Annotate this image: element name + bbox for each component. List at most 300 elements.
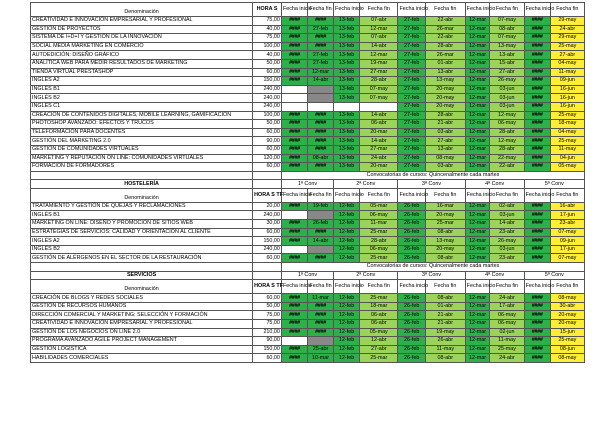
end-date-cell[interactable]: 04-jun [550, 154, 584, 163]
end-date-cell[interactable]: 08-abr [425, 254, 465, 263]
start-date-cell[interactable]: 12-mar [465, 220, 490, 229]
end-date-cell[interactable]: 06-may [490, 320, 524, 329]
start-date-cell[interactable]: 12-mar [465, 354, 490, 363]
course-hours[interactable]: 50,00 [253, 120, 282, 129]
end-date-cell[interactable] [307, 94, 333, 103]
start-date-cell[interactable]: 27-feb [398, 94, 425, 103]
course-name[interactable]: INGLÉS A2 [31, 237, 253, 246]
start-date-cell[interactable]: #### [524, 345, 550, 354]
course-name[interactable]: GESTIÓN DEL MARKETING 2.0 [31, 137, 253, 146]
course-hours[interactable]: 60,00 [253, 68, 282, 77]
start-date-cell[interactable]: #### [281, 294, 307, 303]
end-date-cell[interactable] [307, 245, 333, 254]
course-name[interactable]: HABILIDADES COMERCIALES [31, 354, 253, 363]
start-date-cell[interactable]: #### [281, 154, 307, 163]
course-hours[interactable]: 210,00 [253, 328, 282, 337]
course-name[interactable]: INGLÉS B1 [31, 211, 253, 220]
end-date-cell[interactable]: #### [307, 34, 333, 43]
start-date-cell[interactable] [281, 337, 307, 346]
start-date-cell[interactable]: 12-mar [465, 237, 490, 246]
end-date-cell[interactable]: 08-may [550, 354, 584, 363]
start-date-cell[interactable]: 13-feb [334, 77, 360, 86]
start-date-cell[interactable]: #### [281, 302, 307, 311]
start-date-cell[interactable]: 26-feb [398, 220, 425, 229]
start-date-cell[interactable]: #### [524, 302, 550, 311]
start-date-cell[interactable]: 12-feb [334, 245, 360, 254]
end-date-cell[interactable]: 19-feb [307, 202, 333, 211]
end-date-cell[interactable]: 03-abr [425, 163, 465, 172]
end-date-cell[interactable]: 07-abr [360, 17, 398, 26]
start-date-cell[interactable]: #### [281, 145, 307, 154]
end-date-cell[interactable]: 06-may [490, 311, 524, 320]
start-date-cell[interactable]: #### [281, 254, 307, 263]
end-date-cell[interactable]: #### [307, 163, 333, 172]
course-hours[interactable]: 240,00 [253, 245, 282, 254]
start-date-cell[interactable]: #### [524, 154, 550, 163]
end-date-cell[interactable]: 28-abr [360, 77, 398, 86]
start-date-cell[interactable]: #### [524, 120, 550, 129]
course-name[interactable]: DIRECCIÓN COMERCIAL Y MARKETING: SELECCIÓN Y FORMACIÓN [31, 311, 253, 320]
course-hours[interactable]: 40,00 [253, 51, 282, 60]
end-date-cell[interactable] [307, 102, 333, 111]
start-date-cell[interactable]: #### [524, 337, 550, 346]
start-date-cell[interactable]: 12-mar [465, 254, 490, 263]
start-date-cell[interactable]: #### [524, 311, 550, 320]
end-date-cell[interactable]: 25-may [550, 137, 584, 146]
start-date-cell[interactable]: 12-feb [334, 211, 360, 220]
end-date-cell[interactable]: #### [307, 320, 333, 329]
start-date-cell[interactable]: 26-feb [398, 328, 425, 337]
end-date-cell[interactable]: 28-abr [490, 145, 524, 154]
end-date-cell[interactable]: 19-may [425, 328, 465, 337]
start-date-cell[interactable]: #### [524, 228, 550, 237]
start-date-cell[interactable]: #### [524, 128, 550, 137]
end-date-cell[interactable]: 20-may [425, 245, 465, 254]
start-date-cell[interactable]: #### [281, 237, 307, 246]
start-date-cell[interactable]: 13-feb [334, 68, 360, 77]
start-date-cell[interactable]: 12-mar [465, 68, 490, 77]
course-hours[interactable]: 40,00 [253, 25, 282, 34]
start-date-cell[interactable] [281, 85, 307, 94]
start-date-cell[interactable]: 13-feb [334, 145, 360, 154]
end-date-cell[interactable]: 28-abr [490, 128, 524, 137]
start-date-cell[interactable]: 12-feb [334, 320, 360, 329]
end-date-cell[interactable]: 24-abr [360, 154, 398, 163]
start-date-cell[interactable]: 27-feb [398, 68, 425, 77]
end-date-cell[interactable]: 24-abr [490, 294, 524, 303]
course-name[interactable]: GESTIÓN DE PROYECTOS [31, 25, 253, 34]
end-date-cell[interactable]: 13-abr [425, 68, 465, 77]
start-date-cell[interactable]: 12-feb [334, 220, 360, 229]
course-name[interactable]: GESTIÓN DE LOS NEGOCIOS ON LINE 2.0 [31, 328, 253, 337]
end-date-cell[interactable] [307, 211, 333, 220]
start-date-cell[interactable]: #### [524, 163, 550, 172]
course-name[interactable]: GESTIÓN DE COMUNIDADES VIRTUALES [31, 145, 253, 154]
end-date-cell[interactable]: 08-jun [550, 345, 584, 354]
end-date-cell[interactable]: 27-abr [490, 68, 524, 77]
end-date-cell[interactable]: 27-mar [360, 68, 398, 77]
end-date-cell[interactable]: 20-may [425, 85, 465, 94]
end-date-cell[interactable]: 12-mar [307, 68, 333, 77]
course-hours[interactable]: 75,00 [253, 311, 282, 320]
start-date-cell[interactable]: #### [524, 68, 550, 77]
end-date-cell[interactable]: 12-may [490, 137, 524, 146]
end-date-cell[interactable]: 26-may [490, 237, 524, 246]
end-date-cell[interactable]: 20-mar [360, 128, 398, 137]
end-date-cell[interactable]: 04-may [550, 59, 584, 68]
start-date-cell[interactable]: 12-feb [334, 345, 360, 354]
end-date-cell[interactable]: 20-may [550, 320, 584, 329]
end-date-cell[interactable]: 07-may [550, 254, 584, 263]
start-date-cell[interactable]: 27-feb [398, 85, 425, 94]
end-date-cell[interactable]: #### [307, 228, 333, 237]
end-date-cell[interactable]: #### [307, 128, 333, 137]
end-date-cell[interactable]: 05-may [550, 163, 584, 172]
end-date-cell[interactable]: 16-jun [550, 85, 584, 94]
start-date-cell[interactable]: 13-feb [334, 59, 360, 68]
start-date-cell[interactable]: 12-mar [465, 111, 490, 120]
course-hours[interactable]: 60,00 [253, 128, 282, 137]
start-date-cell[interactable]: #### [281, 77, 307, 86]
end-date-cell[interactable]: 06-may [490, 120, 524, 129]
start-date-cell[interactable]: 13-feb [334, 120, 360, 129]
start-date-cell[interactable]: #### [524, 294, 550, 303]
end-date-cell[interactable]: 06-abr [360, 120, 398, 129]
start-date-cell[interactable] [281, 211, 307, 220]
course-hours[interactable]: 75,00 [253, 17, 282, 26]
start-date-cell[interactable]: 26-feb [398, 211, 425, 220]
end-date-cell[interactable]: 11-may [550, 145, 584, 154]
end-date-cell[interactable]: 27-feb [307, 51, 333, 60]
start-date-cell[interactable]: #### [281, 59, 307, 68]
end-date-cell[interactable]: 11-mar [307, 294, 333, 303]
start-date-cell[interactable]: #### [281, 111, 307, 120]
start-date-cell[interactable]: #### [524, 202, 550, 211]
end-date-cell[interactable] [360, 102, 398, 111]
end-date-cell[interactable]: 24-abr [490, 354, 524, 363]
end-date-cell[interactable]: #### [307, 17, 333, 26]
course-name[interactable]: INGLÉS B1 [31, 85, 253, 94]
course-hours[interactable]: 60,00 [253, 354, 282, 363]
start-date-cell[interactable]: 27-feb [398, 102, 425, 111]
end-date-cell[interactable]: 26-mar [425, 25, 465, 34]
end-date-cell[interactable]: 15-jun [550, 328, 584, 337]
start-date-cell[interactable]: #### [281, 51, 307, 60]
course-name[interactable]: FORMACIÓN DE FORMADORES [31, 163, 253, 172]
end-date-cell[interactable]: 17-abr [490, 302, 524, 311]
end-date-cell[interactable]: 20-mar [360, 163, 398, 172]
start-date-cell[interactable]: 13-feb [334, 163, 360, 172]
end-date-cell[interactable]: 23-abr [550, 220, 584, 229]
end-date-cell[interactable]: 12-may [490, 111, 524, 120]
end-date-cell[interactable]: 19-mar [360, 59, 398, 68]
start-date-cell[interactable]: #### [281, 120, 307, 129]
end-date-cell[interactable]: 15-abr [490, 59, 524, 68]
start-date-cell[interactable]: 12-mar [465, 302, 490, 311]
end-date-cell[interactable]: 05-may [360, 328, 398, 337]
end-date-cell[interactable]: 13-abr [490, 51, 524, 60]
end-date-cell[interactable]: 14-abr [307, 77, 333, 86]
start-date-cell[interactable]: 26-feb [398, 294, 425, 303]
end-date-cell[interactable]: 08-may [550, 294, 584, 303]
course-hours[interactable]: 100,00 [253, 42, 282, 51]
end-date-cell[interactable]: 04-may [550, 128, 584, 137]
course-hours[interactable]: 75,00 [253, 320, 282, 329]
start-date-cell[interactable]: 27-feb [398, 137, 425, 146]
end-date-cell[interactable]: 13-abr [425, 145, 465, 154]
end-date-cell[interactable]: 25-may [550, 42, 584, 51]
start-date-cell[interactable]: 12-feb [334, 294, 360, 303]
end-date-cell[interactable]: 21-abr [425, 120, 465, 129]
end-date-cell[interactable]: 03-jun [490, 94, 524, 103]
start-date-cell[interactable]: 12-mar [465, 154, 490, 163]
course-hours[interactable]: 150,00 [253, 77, 282, 86]
end-date-cell[interactable]: 07-may [360, 94, 398, 103]
start-date-cell[interactable]: 12-mar [465, 42, 490, 51]
start-date-cell[interactable]: 12-mar [465, 337, 490, 346]
course-name[interactable]: ANALÍTICA WEB PARA MEDIR RESULTADOS DE MARKETING [31, 59, 253, 68]
course-name[interactable]: CREACIÓN DE BLOGS Y REDES SOCIALES [31, 294, 253, 303]
start-date-cell[interactable]: 27-feb [398, 145, 425, 154]
start-date-cell[interactable]: #### [524, 59, 550, 68]
end-date-cell[interactable]: 03-jun [490, 245, 524, 254]
end-date-cell[interactable]: 16-jun [550, 94, 584, 103]
start-date-cell[interactable]: 27-feb [398, 34, 425, 43]
start-date-cell[interactable]: #### [524, 85, 550, 94]
start-date-cell[interactable]: 12-mar [465, 202, 490, 211]
end-date-cell[interactable]: 07-abr [360, 34, 398, 43]
course-hours[interactable]: 50,00 [253, 302, 282, 311]
end-date-cell[interactable]: 20-may [425, 94, 465, 103]
end-date-cell[interactable]: 16-jun [550, 102, 584, 111]
end-date-cell[interactable]: 02-abr [490, 202, 524, 211]
end-date-cell[interactable]: 29-may [550, 17, 584, 26]
course-hours[interactable]: 50,00 [253, 59, 282, 68]
end-date-cell[interactable]: 07-may [490, 17, 524, 26]
end-date-cell[interactable]: 13-may [490, 42, 524, 51]
end-date-cell[interactable]: 13-may [425, 237, 465, 246]
end-date-cell[interactable]: 23-abr [490, 228, 524, 237]
end-date-cell[interactable]: 10-mar [307, 354, 333, 363]
start-date-cell[interactable]: #### [281, 328, 307, 337]
start-date-cell[interactable]: 13-feb [334, 154, 360, 163]
course-name[interactable]: INGLÉS C1 [31, 102, 253, 111]
start-date-cell[interactable]: 12-mar [465, 85, 490, 94]
end-date-cell[interactable]: 06-abr [360, 320, 398, 329]
start-date-cell[interactable]: #### [524, 51, 550, 60]
course-hours[interactable]: 75,00 [253, 34, 282, 43]
end-date-cell[interactable]: 30-abr [550, 302, 584, 311]
start-date-cell[interactable]: #### [524, 77, 550, 86]
start-date-cell[interactable]: 12-mar [465, 345, 490, 354]
end-date-cell[interactable]: 25-may [550, 111, 584, 120]
start-date-cell[interactable]: 27-feb [398, 59, 425, 68]
start-date-cell[interactable]: #### [524, 245, 550, 254]
start-date-cell[interactable]: 27-feb [398, 163, 425, 172]
end-date-cell[interactable]: 05-mar [360, 202, 398, 211]
end-date-cell[interactable]: 26-abr [425, 337, 465, 346]
end-date-cell[interactable]: 23-abr [490, 254, 524, 263]
end-date-cell[interactable]: 17-jun [550, 245, 584, 254]
start-date-cell[interactable]: #### [281, 17, 307, 26]
course-name[interactable]: GESTIÓN DE RECURSOS HUMANOS [31, 302, 253, 311]
start-date-cell[interactable]: #### [524, 137, 550, 146]
end-date-cell[interactable]: 11-may [490, 337, 524, 346]
end-date-cell[interactable]: #### [307, 311, 333, 320]
course-name[interactable]: MARKETING Y REPUTACIÓN ON LINE: COMUNIDADES VIRTUALES [31, 154, 253, 163]
end-date-cell[interactable]: 25-mar [360, 354, 398, 363]
course-hours[interactable]: 60,00 [253, 163, 282, 172]
end-date-cell[interactable]: 27-abr [550, 51, 584, 60]
end-date-cell[interactable]: 25-mar [360, 294, 398, 303]
start-date-cell[interactable]: 12-mar [465, 245, 490, 254]
course-hours[interactable]: 60,00 [253, 294, 282, 303]
end-date-cell[interactable]: 22-abr [425, 17, 465, 26]
start-date-cell[interactable]: 26-feb [398, 237, 425, 246]
start-date-cell[interactable]: #### [281, 311, 307, 320]
end-date-cell[interactable]: 08-abr [307, 154, 333, 163]
end-date-cell[interactable]: 09-jun [550, 77, 584, 86]
start-date-cell[interactable]: 12-mar [465, 77, 490, 86]
course-name[interactable]: CREACIÓN DE CONTENIDOS DIGITALES, MOBILE LEARNING, GAMIFICACIÓN [31, 111, 253, 120]
course-name[interactable]: GESTIÓN DE ALÉRGENOS EN EL SECTOR DE LA RESTAURACIÓN [31, 254, 253, 263]
start-date-cell[interactable]: 12-feb [334, 311, 360, 320]
course-name[interactable]: INGLÉS B2 [31, 245, 253, 254]
start-date-cell[interactable]: 27-feb [398, 51, 425, 60]
end-date-cell[interactable]: 07-may [490, 34, 524, 43]
start-date-cell[interactable]: #### [281, 68, 307, 77]
start-date-cell[interactable]: 26-feb [398, 311, 425, 320]
start-date-cell[interactable]: 12-mar [465, 25, 490, 34]
start-date-cell[interactable]: #### [281, 128, 307, 137]
end-date-cell[interactable]: 20-may [425, 211, 465, 220]
start-date-cell[interactable]: #### [524, 145, 550, 154]
course-hours[interactable]: 30,00 [253, 220, 282, 229]
end-date-cell[interactable]: #### [307, 145, 333, 154]
course-name[interactable]: CREATIVIDAD E INNOVACIÓN EMPRESARIAL Y PROFESIONAL [31, 17, 253, 26]
end-date-cell[interactable]: 27-abr [425, 137, 465, 146]
start-date-cell[interactable]: 13-feb [334, 42, 360, 51]
start-date-cell[interactable]: #### [281, 163, 307, 172]
start-date-cell[interactable]: #### [281, 345, 307, 354]
start-date-cell[interactable]: 12-feb [334, 328, 360, 337]
start-date-cell[interactable]: 27-feb [398, 42, 425, 51]
start-date-cell[interactable]: 26-feb [398, 320, 425, 329]
start-date-cell[interactable]: #### [524, 42, 550, 51]
end-date-cell[interactable]: 27-mar [360, 145, 398, 154]
start-date-cell[interactable]: 12-feb [334, 254, 360, 263]
start-date-cell[interactable]: #### [281, 42, 307, 51]
end-date-cell[interactable]: 08-abr [490, 25, 524, 34]
start-date-cell[interactable]: #### [524, 354, 550, 363]
start-date-cell[interactable]: #### [281, 34, 307, 43]
start-date-cell[interactable]: 27-feb [398, 128, 425, 137]
end-date-cell[interactable]: 06-abr [360, 311, 398, 320]
start-date-cell[interactable]: #### [524, 254, 550, 263]
start-date-cell[interactable]: #### [524, 102, 550, 111]
start-date-cell[interactable]: 13-feb [334, 17, 360, 26]
course-hours[interactable]: 240,00 [253, 94, 282, 103]
end-date-cell[interactable]: 22-may [490, 154, 524, 163]
start-date-cell[interactable]: #### [524, 220, 550, 229]
course-hours[interactable]: 240,00 [253, 211, 282, 220]
start-date-cell[interactable]: #### [524, 34, 550, 43]
start-date-cell[interactable]: 13-feb [334, 111, 360, 120]
start-date-cell[interactable]: 12-feb [334, 354, 360, 363]
end-date-cell[interactable]: #### [307, 120, 333, 129]
start-date-cell[interactable]: 12-mar [465, 17, 490, 26]
start-date-cell[interactable]: 12-feb [334, 337, 360, 346]
start-date-cell[interactable]: #### [281, 320, 307, 329]
start-date-cell[interactable]: 26-feb [398, 354, 425, 363]
course-hours[interactable]: 60,00 [253, 254, 282, 263]
start-date-cell[interactable] [281, 245, 307, 254]
end-date-cell[interactable]: 17-jun [550, 211, 584, 220]
start-date-cell[interactable]: #### [281, 220, 307, 229]
end-date-cell[interactable]: 27-abr [360, 345, 398, 354]
start-date-cell[interactable]: 12-mar [465, 163, 490, 172]
end-date-cell[interactable]: #### [307, 111, 333, 120]
start-date-cell[interactable]: #### [281, 202, 307, 211]
start-date-cell[interactable]: 12-mar [465, 128, 490, 137]
start-date-cell[interactable]: 13-feb [334, 34, 360, 43]
start-date-cell[interactable]: 13-feb [334, 25, 360, 34]
start-date-cell[interactable]: 12-mar [465, 320, 490, 329]
start-date-cell[interactable]: 26-feb [398, 202, 425, 211]
end-date-cell[interactable]: 28-abr [360, 237, 398, 246]
start-date-cell[interactable]: #### [524, 328, 550, 337]
course-name[interactable]: TIENDA VIRTUAL PRESTASHOP [31, 68, 253, 77]
end-date-cell[interactable]: 11-may [425, 345, 465, 354]
start-date-cell[interactable]: 27-feb [398, 111, 425, 120]
start-date-cell[interactable]: 13-feb [334, 94, 360, 103]
end-date-cell[interactable]: 16-abr [550, 202, 584, 211]
end-date-cell[interactable]: 28-abr [425, 42, 465, 51]
course-hours[interactable]: 120,00 [253, 154, 282, 163]
end-date-cell[interactable]: 25-may [550, 337, 584, 346]
start-date-cell[interactable]: 12-mar [465, 145, 490, 154]
end-date-cell[interactable]: 28-abr [425, 111, 465, 120]
end-date-cell[interactable]: 25-mar [360, 254, 398, 263]
start-date-cell[interactable]: 12-mar [465, 294, 490, 303]
end-date-cell[interactable]: 06-may [360, 211, 398, 220]
end-date-cell[interactable]: 16-mar [425, 202, 465, 211]
start-date-cell[interactable]: 26-feb [398, 228, 425, 237]
course-hours[interactable]: 20,00 [253, 202, 282, 211]
start-date-cell[interactable]: 13-feb [334, 51, 360, 60]
end-date-cell[interactable]: 01-abr [425, 302, 465, 311]
end-date-cell[interactable]: 14-abr [360, 42, 398, 51]
course-name[interactable]: PROGRAMA AVANZADO AGILE PROJECT MANAGEMENT [31, 337, 253, 346]
course-hours[interactable]: 60,00 [253, 145, 282, 154]
end-date-cell[interactable]: 03-jun [490, 85, 524, 94]
end-date-cell[interactable]: 20-may [425, 102, 465, 111]
start-date-cell[interactable]: 12-mar [465, 34, 490, 43]
start-date-cell[interactable]: 13-feb [334, 137, 360, 146]
end-date-cell[interactable]: 11-mar [360, 220, 398, 229]
start-date-cell[interactable]: 27-feb [398, 154, 425, 163]
course-hours[interactable]: 150,00 [253, 237, 282, 246]
course-name[interactable]: INGLÉS B2 [31, 94, 253, 103]
end-date-cell[interactable]: #### [307, 328, 333, 337]
end-date-cell[interactable]: #### [307, 254, 333, 263]
end-date-cell[interactable]: 26-feb [307, 220, 333, 229]
end-date-cell[interactable]: 03-jun [490, 102, 524, 111]
start-date-cell[interactable]: 12-mar [465, 311, 490, 320]
start-date-cell[interactable]: #### [281, 25, 307, 34]
course-hours[interactable]: 240,00 [253, 102, 282, 111]
course-name[interactable]: ESTRATEGIAS DE SERVICIOS: CALIDAD Y ORIENTACIÓN AL CLIENTE [31, 228, 253, 237]
